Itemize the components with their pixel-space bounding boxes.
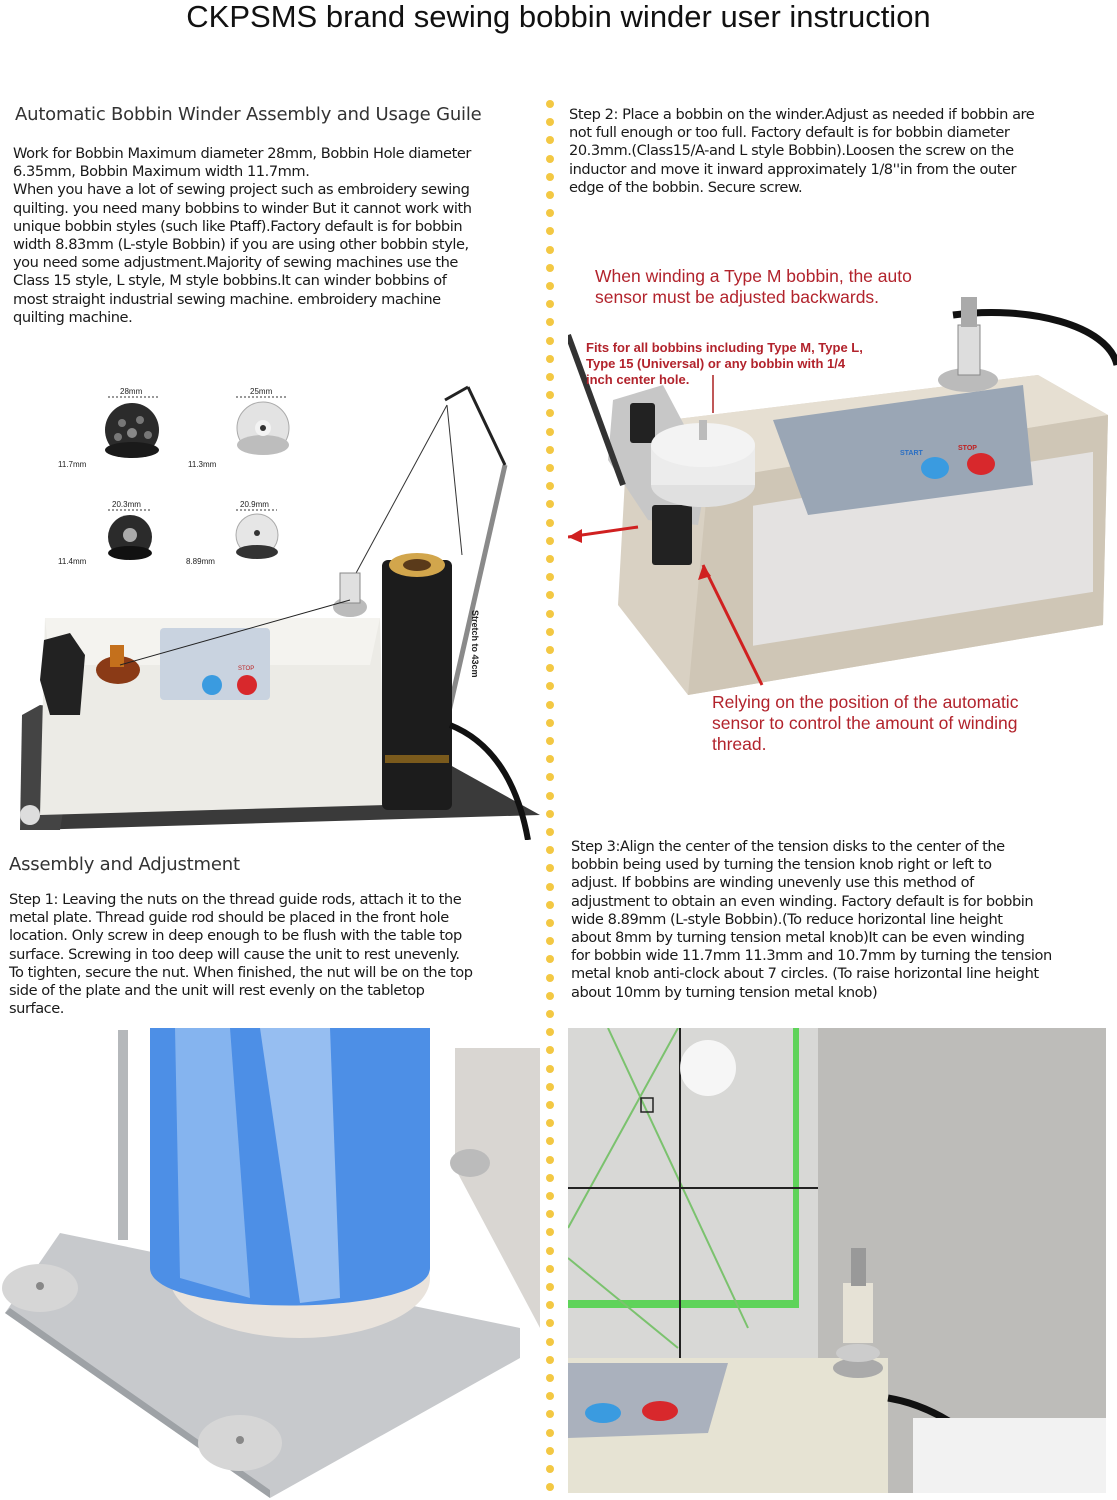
divider-dot [546,1392,554,1400]
tension-ruler-photo [568,1028,1106,1493]
divider-dot [546,610,554,618]
divider-dot [546,337,554,345]
divider-dot [546,1374,554,1382]
divider-dot [546,1174,554,1182]
divider-dot [546,664,554,672]
divider-dot [546,446,554,454]
divider-dot [546,500,554,508]
divider-dot [546,1265,554,1273]
divider-dot [546,136,554,144]
bobbin-4-width: 8.89mm [186,557,215,566]
bobbin-1-diameter: 28mm [120,387,143,396]
fits-annotation: Fits for all bobbins including Type M, Type L, Type 15 (Universal) or any bobbin with 1/4 inch center hole. [586,340,863,387]
divider-dot [546,519,554,527]
divider-dot [546,1156,554,1164]
start-button-graphic [921,457,949,479]
bobbin-3-diameter: 20.3mm [112,500,141,509]
divider-dot [546,1319,554,1327]
start-button-graphic [202,675,222,695]
step2-paragraph: Step 2: Place a bobbin on the winder.Adjust as needed if bobbin are not full enough or too full. Factory default is for bobbin diameter 20.3mm.(Class15/A-and L style Bobbin).Loosen the screw on the inductor and move it inward approximately 1/8''in from the outer edge of the bobbin. Secure screw. [569,106,1035,196]
divider-dot [546,1283,554,1291]
divider-dot [546,409,554,417]
divider-dot [546,1228,554,1236]
step1-paragraph: Step 1: Leaving the nuts on the thread guide rods, attach it to the metal plate. Thread guide rod should be placed in the front hole location. Only screw in deep enough to be flush with the table top surface. Screwing in too deep will cause the unit to rest unevenly. To tighten, secure the nut. When finished, the nut will be on the top side of the plate and the unit will rest evenly on the tabletop surface. [9,891,473,1018]
winder-illustration [0,375,545,840]
divider-dot [546,100,554,108]
divider-dot [546,1356,554,1364]
divider-dot [546,1465,554,1473]
divider-dot [546,555,554,563]
divider-dot [546,391,554,399]
divider-dot [546,591,554,599]
stop-label-text: STOP [958,445,977,452]
divider-dot [546,464,554,472]
thread-spool-photo [0,1028,540,1500]
divider-dot [546,355,554,363]
divider-dot [546,1137,554,1145]
stop-button-graphic [967,453,995,475]
divider-dot [546,1046,554,1054]
bobbin-winder-photo [0,375,545,840]
divider-dot [546,1429,554,1437]
divider-dot [546,682,554,690]
divider-dot [546,1028,554,1036]
bobbin-1-width: 11.7mm [58,460,87,469]
divider-dot [546,1192,554,1200]
divider-dot [546,737,554,745]
bobbin-2-diameter: 25mm [250,387,273,396]
start-label-text: START [900,450,923,457]
intro-heading: Automatic Bobbin Winder Assembly and Usage Guile [15,104,482,125]
sensor-adjustment-photo [568,255,1117,760]
divider-dot [546,1119,554,1127]
divider-dot [546,118,554,126]
sensor-annotation: Relying on the position of the automatic sensor to control the amount of winding thread. [712,692,1019,754]
divider-dot [546,773,554,781]
bobbin-2-width: 11.3mm [188,460,217,469]
divider-dot [546,482,554,490]
type-m-annotation: When winding a Type M bobbin, the auto sensor must be adjusted backwards. [595,266,912,307]
divider-dot [546,373,554,381]
divider-dot [546,646,554,654]
divider-dot [546,1447,554,1455]
start-button-graphic [585,1403,621,1423]
divider-dot [546,1410,554,1418]
divider-dot [546,864,554,872]
bobbin-3-width: 11.4mm [58,557,87,566]
divider-dot [546,537,554,545]
divider-dot [546,1301,554,1309]
step3-paragraph: Step 3:Align the center of the tension disks to the center of the bobbin being used by turning the tension knob right or left to adjust. If bobbins are winding unevenly use this method of adjustment to obtain an even winding. Factory default is for bobbin wide 8.89mm (L-style Bobbin).(To reduce horizontal line height about 8mm by turning tension metal knob)It can be even winding for bobbin wide 11.7mm 11.3mm and 10.7mm by turning the tension metal knob anti-clock about 7 circles. (To raise horizontal line height about 10mm by turning tension metal knob) [571,838,1052,1001]
divider-dot [546,1338,554,1346]
divider-dot [546,828,554,836]
divider-dot [546,573,554,581]
bobbin-4-diameter: 20.9mm [240,500,269,509]
divider-dot [546,719,554,727]
page-title: CKPSMS brand sewing bobbin winder user instruction [186,0,931,34]
bobbin-size-diagram [105,397,289,560]
divider-dot [546,1083,554,1091]
assembly-heading: Assembly and Adjustment [9,854,240,875]
divider-dot [546,1483,554,1491]
divider-dot [546,1065,554,1073]
divider-dot [546,428,554,436]
divider-dot [546,628,554,636]
divider-dot [546,810,554,818]
divider-dot [546,1247,554,1255]
intro-paragraph: Work for Bobbin Maximum diameter 28mm, Bobbin Hole diameter 6.35mm, Bobbin Maximum width 11.7mm. When you have a lot of sewing project such as embroidery sewing quilting. you need many bobbins to winder But it cannot work with unique bobbin styles (such like Ptaff).Factory default is for bobbin width 8.83mm (L-style Bobbin) if you are using other bobbin style, you need some adjustment.Majority of sewing machines use the Class 15 style, L style, M style bobbins.It can winder bobbins of most straight industrial sewing machine. embroidery machine quilting machine. [13,145,472,326]
divider-dot [546,755,554,763]
stop-button-graphic [642,1401,678,1421]
divider-dot [546,883,554,891]
divider-dot [546,1210,554,1218]
stretch-label: Stretch to 43cm [470,610,480,678]
divider-dot [546,792,554,800]
divider-dot [546,701,554,709]
stop-label-text: STOP [238,666,255,672]
divider-dot [546,1101,554,1109]
stop-button-graphic [237,675,257,695]
divider-dot [546,846,554,854]
